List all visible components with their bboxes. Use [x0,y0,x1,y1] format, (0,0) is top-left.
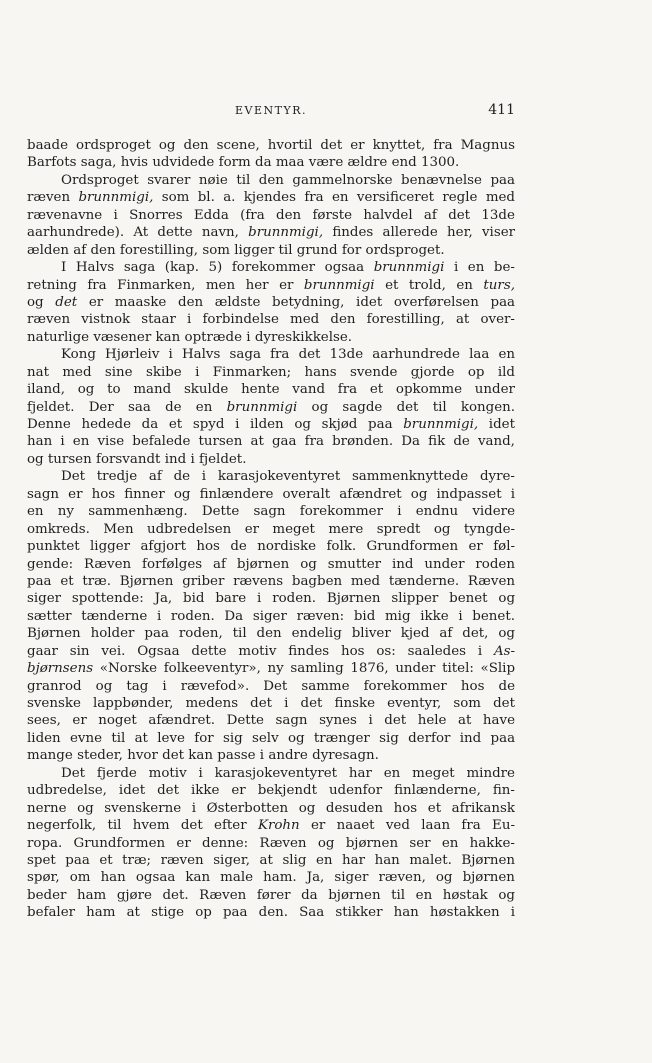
running-head: EVENTYR. [234,104,307,117]
text-line: spør, om han ogsaa kan male ham. Ja, siger ræven, og bjørnen [27,870,515,886]
text-line: rævenavne i Snorres Edda (fra den første halvdel af det 13de [27,207,515,223]
text-line: omkreds. Men udbredelsen er meget mere spredt og tyngde- [27,521,515,537]
text-line: beder ham gjøre det. Ræven fører da bjørnen til en høstak og [27,887,515,903]
body-text [27,137,515,922]
text-line: paa et træ. Bjørnen griber rævens bagben med tænderne. Ræven [27,573,515,589]
text-line: udbredelse, idet det ikke er bekjendt udenfor finlænderne, fin- [27,783,515,799]
text-line: sees, er noget afændret. Dette sagn synes i det hele at have [27,713,515,729]
text-line: sagn er hos finner og finlændere overalt afændret og indpasset i [27,486,515,502]
text-line: Ordsproget svarer nøie til den gammelnorske benævnelse paa [61,172,515,188]
text-line: Kong Hjørleiv i Halvs saga fra det 13de aarhundrede laa en [61,347,515,363]
text-line: nat med sine skibe i Finmarken; hans svende gjorde op ild [27,364,515,380]
text-line: en ny sammenhæng. Dette sagn forekommer i endnu videre [27,504,515,520]
text-line: gaar sin vei. Ogsaa dette motiv findes hos os: saaledes i As- [27,643,515,659]
text-line: ropa. Grundformen er denne: Ræven og bjørnen ser en hakke- [27,835,515,851]
text-line: punktet ligger afgjort hos de nordiske folk. Grundformen er føl- [27,539,515,555]
text-line: Barfots saga, hvis udvidede form da maa være ældre end 1300. [27,155,460,171]
text-line: liden evne til at leve for sig selv og trænger sig derfor ind paa [27,730,515,746]
text-line: Det tredje af de i karasjokeventyret sammenknyttede dyre- [61,469,515,485]
text-line: bjørnsens «Norske folkeeventyr», ny samling 1876, under titel: «Slip [27,661,515,677]
text-line: ræven vistnok staar i forbindelse med den forestilling, at over- [27,312,515,328]
page-header [27,104,515,124]
text-line: gende: Ræven forfølges af bjørnen og smutter ind under roden [27,556,515,572]
text-line: siger spottende: Ja, bid bare i roden. Bjørnen slipper benet og [27,591,515,607]
text-line: fjeldet. Der saa de en brunnmigi og sagde det til kongen. [27,399,515,415]
text-line: befaler ham at stige op paa den. Saa stikker han høstakken i [27,905,515,921]
text-line: Det fjerde motiv i karasjokeventyret har en meget mindre [61,765,515,781]
text-line: negerfolk, til hvem det efter Krohn er naaet ved laan fra Eu- [27,818,515,834]
text-line: granrod og tag i rævefod». Det samme forekommer hos de [27,678,515,694]
text-line: Bjørnen holder paa roden, til den endelig bliver kjed af det, og [27,626,515,642]
text-line: aarhundrede). At dette navn, brunnmigi, findes allerede her, viser [27,225,515,241]
text-line: nerne og svenskerne i Østerbotten og desuden hos et afrikansk [27,800,515,816]
page-number: 411 [488,102,515,118]
text-line: og tursen forsvandt ind i fjeldet. [27,451,247,467]
text-line: sætter tænderne i roden. Da siger ræven: bid mig ikke i benet. [27,608,515,624]
text-line: mange steder, hvor det kan passe i andre dyresagn. [27,748,379,764]
text-line: I Halvs saga (kap. 5) forekommer ogsaa brunnmigi i en be- [61,260,515,276]
text-line: Denne hedede da et spyd i ilden og skjød paa brunnmigi, idet [27,417,515,432]
text-line: han i en vise befalede tursen at gaa fra brønden. Da fik de vand, [27,434,515,450]
text-line: retning fra Finmarken, men her er brunnmigi et trold, en turs, [27,277,515,293]
text-line: iland, og to mand skulde hente vand fra et opkomme under [27,382,515,398]
text-line: ræven brunnmigi, som bl. a. kjendes fra en versificeret regle med [27,190,515,206]
text-line: ælden af den forestilling, som ligger til grund for ordsproget. [27,242,445,258]
text-line: og det er maaske den ældste betydning, idet overførelsen paa [27,294,515,310]
text-line: spet paa et træ; ræven siger, at slig en har han malet. Bjørnen [27,852,515,868]
text-line: baade ordsproget og den scene, hvortil det er knyttet, fra Magnus [27,138,515,153]
text-line: svenske lappbønder, medens det i det finske eventyr, som det [27,696,515,711]
text-line: naturlige væsener kan optræde i dyreskikkelse. [27,329,353,345]
